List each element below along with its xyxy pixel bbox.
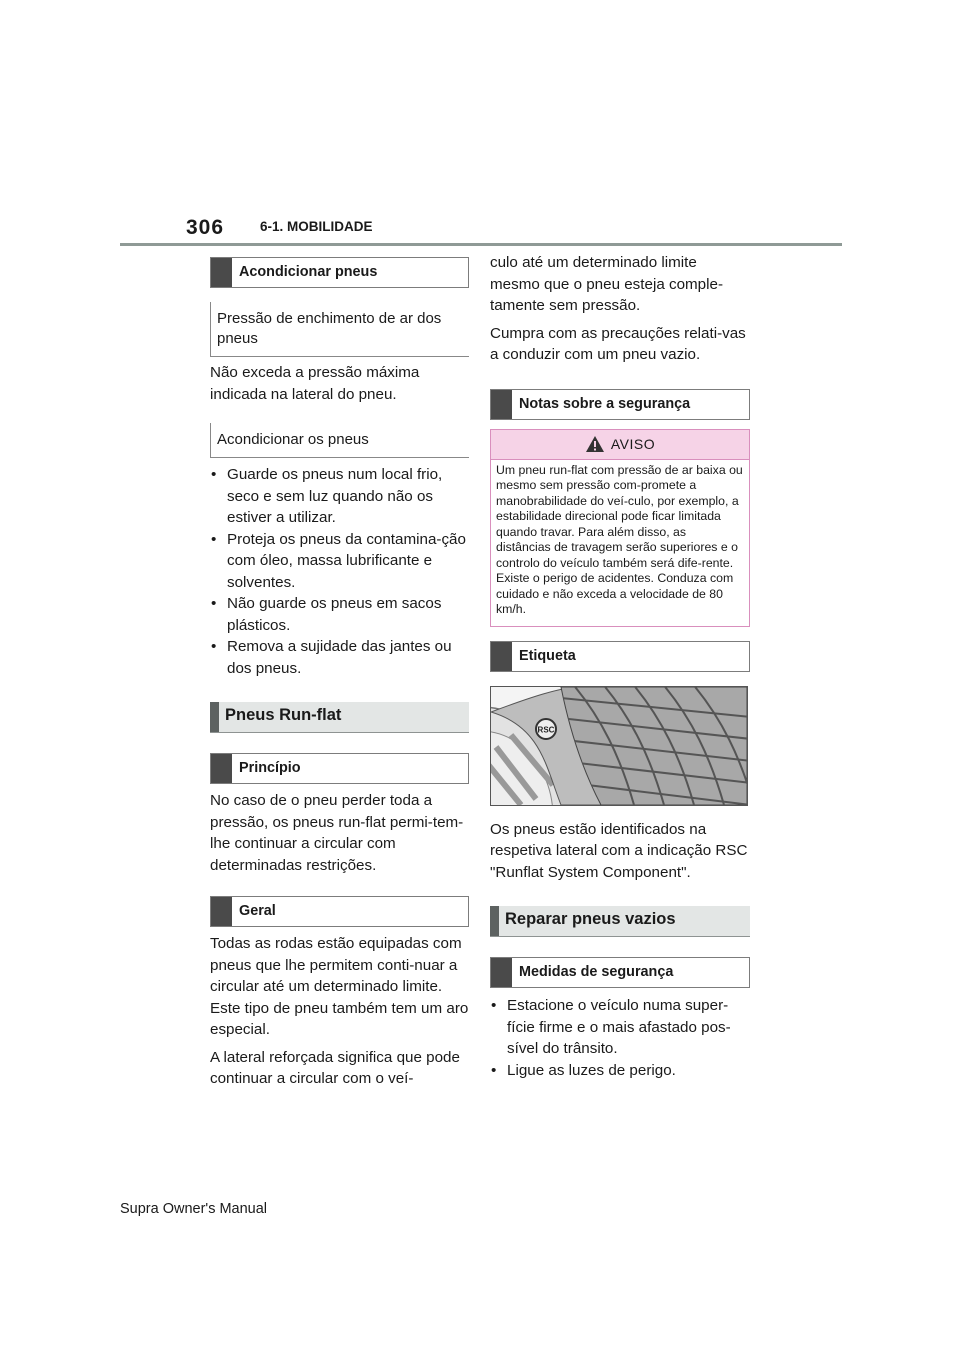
- warning-text: Um pneu run-flat com pressão de ar baixa ou mesmo sem pressão com-promete a manobrabilidade do veí-culo, por exemplo, a estabilidade direcional pode ficar limitada quando travar. Para além disso, as distâncias de travagem serão superiores e o controlo do veículo também será dife-rente. Existe o perigo de acidentes. Conduza com cuidado e não exceda a velocidade de 80 km/h.: [496, 462, 743, 616]
- heading-text: Medidas de segurança: [519, 964, 674, 980]
- heading-text: Acondicionar pneus: [239, 264, 378, 280]
- header-rule: [120, 243, 842, 246]
- heading-geral: [210, 896, 469, 927]
- list-item: • Ligue as luzes de perigo.: [490, 1060, 750, 1082]
- rsc-label: RSC: [537, 725, 555, 734]
- subheading-acondicionar-os-pneus: Acondicionar os pneus: [210, 423, 469, 458]
- heading-text: Geral: [239, 903, 276, 919]
- chapter-title: 6-1. MOBILIDADE: [260, 219, 373, 234]
- heading-marker: [211, 897, 232, 926]
- list-item: • Proteja os pneus da contamina-ção com óleo, massa lubrificante e solventes.: [210, 529, 469, 594]
- heading-marker: [491, 390, 512, 419]
- safety-list: [490, 995, 750, 1081]
- list-item: • Guarde os pneus num local frio, seco e sem luz quando não os estiver a utilizar.: [210, 464, 469, 529]
- heading-principio: [210, 753, 469, 784]
- right-column: [490, 252, 750, 1081]
- paragraph-etiqueta: Os pneus estão identificados na respetiva lateral com a indicação RSC "Runflat System Component".: [490, 820, 748, 881]
- tire-illustration: [491, 687, 747, 805]
- paragraph-geral-2: A lateral reforçada significa que pode continuar a circular com o veí-: [210, 1048, 460, 1087]
- section-marker: [490, 906, 499, 936]
- left-column: [210, 257, 469, 1090]
- paragraph-principio: No caso de o pneu perder toda a pressão, os pneus run-flat permi-tem-lhe continuar a circular com determinadas restrições.: [210, 792, 464, 874]
- section-text: Pneus Run-flat: [225, 706, 342, 724]
- tire-rsc-figure: [490, 686, 748, 806]
- warning-header: [491, 430, 749, 460]
- heading-notas-seguranca: [490, 389, 750, 420]
- section-reparar-pneus-vazios: [490, 906, 750, 937]
- heading-marker: [491, 958, 512, 987]
- paragraph-geral-1: Todas as rodas estão equipadas com pneus que lhe permitem conti-nuar a circular até um determinado limite. Este tipo de pneu também tem um aro especial.: [210, 935, 469, 1038]
- list-item: • Estacione o veículo numa super-fície firme e o mais afastado pos-sível do trânsito.: [490, 995, 750, 1060]
- paragraph-cumpra: Cumpra com as precauções relati-vas a conduzir com um pneu vazio.: [490, 324, 746, 363]
- section-text: Reparar pneus vazios: [505, 910, 676, 928]
- list-item: • Remova a sujidade das jantes ou dos pneus.: [210, 636, 469, 679]
- storage-list: [210, 464, 469, 679]
- heading-text: Etiqueta: [519, 647, 576, 664]
- heading-medidas-seguranca: [490, 957, 750, 988]
- warning-title: AVISO: [610, 436, 656, 452]
- heading-marker: [211, 754, 232, 783]
- heading-text: Notas sobre a segurança: [519, 395, 691, 412]
- list-item: • Não guarde os pneus em sacos plásticos.: [210, 593, 469, 636]
- heading-etiqueta: [490, 641, 750, 672]
- warning-icon: [585, 435, 605, 453]
- footer-manual-name: Supra Owner's Manual: [120, 1201, 268, 1217]
- heading-acondicionar-pneus: [210, 257, 469, 288]
- heading-text: Princípio: [239, 760, 301, 776]
- warning-box: [490, 429, 750, 627]
- page-number: 306: [186, 216, 225, 239]
- heading-marker: [491, 642, 512, 671]
- section-pneus-run-flat: [210, 702, 469, 733]
- heading-marker: [211, 258, 232, 287]
- subheading-pressao: Pressão de enchimento de ar dos pneus: [210, 302, 469, 357]
- paragraph-continuation: culo até um determinado limite mesmo que o pneu esteja comple-tamente sem pressão.: [490, 254, 724, 314]
- section-marker: [210, 702, 219, 732]
- paragraph-pressao: Não exceda a pressão máxima indicada na lateral do pneu.: [210, 364, 420, 403]
